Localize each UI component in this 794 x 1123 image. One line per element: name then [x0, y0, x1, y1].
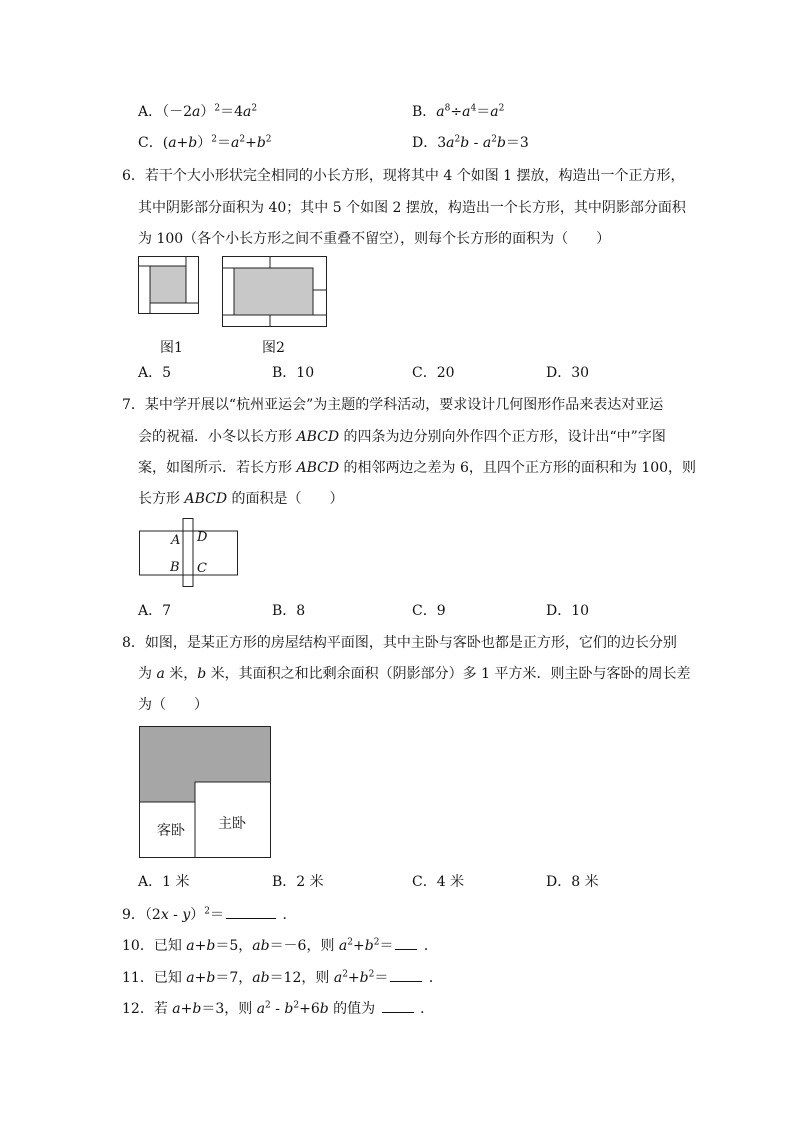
q5-option-d: D．$3a^2b - a^2b=3$	[412, 134, 529, 151]
q9-answer-blank[interactable]	[226, 904, 276, 919]
q7-option-c: C．9	[412, 603, 446, 619]
q6-figure-1	[138, 256, 200, 316]
q7-text-line4: 长方形 ABCD 的面积是（ ）	[138, 491, 344, 507]
q8-option-c: C．4 米	[412, 874, 465, 890]
q7-label-b: B	[170, 560, 180, 575]
q5-option-a: A．$(-2a)^2=4a^2$	[138, 103, 258, 120]
q8-room-guest: 客卧	[157, 823, 185, 839]
q6-option-c: C．20	[412, 365, 455, 381]
q8-text-line3: 为（ ）	[138, 697, 208, 713]
q6-text-line3: 为 100（各个小长方形之间不重叠不留空），则每个长方形的面积为（ ）	[138, 231, 611, 247]
q7-label-d: D	[197, 530, 208, 545]
q6-text-line1: 6．若干个大小形状完全相同的小长方形，现将其中 4 个如图 1 摆放，构造出一个正方形，	[122, 168, 685, 184]
q7-text-line3: 案，如图所示．若长方形 ABCD 的相邻两边之差为 6，且四个正方形的面积和为 100，则	[138, 460, 697, 476]
q7-figure	[139, 518, 239, 588]
q6-fig2-label: 图2	[262, 340, 285, 356]
q6-fig1-label: 图1	[160, 340, 183, 356]
q12-answer-blank[interactable]	[382, 998, 414, 1013]
q10-text: 10．已知 a+b＝5，ab＝－6，则 $a^2+b^2=$ ．	[122, 935, 438, 956]
q6-figure-2	[222, 256, 328, 328]
q7-label-c: C	[197, 561, 207, 576]
q12-text: 12．若 a+b＝3，则 $a^2 - b^2+6b$ 的值为 ．	[122, 998, 434, 1019]
q8-room-master: 主卧	[218, 816, 246, 832]
q9-text: 9．（2x - y）$^2$＝ ．	[122, 904, 296, 925]
q7-text-line2: 会的祝福．小冬以长方形 ABCD 的四条为边分别向外作四个正方形，设计出“中”字图	[138, 429, 666, 445]
q7-option-d: D．10	[546, 603, 590, 619]
q8-text-line1: 8．如图，是某正方形的房屋结构平面图，其中主卧与客卧也都是正方形，它们的边长分别	[122, 635, 677, 651]
q8-option-a: A．1 米	[138, 874, 190, 890]
q7-text-line1: 7．某中学开展以“杭州亚运会”为主题的学科活动，要求设计几何图形作品来表达对亚运	[122, 397, 664, 413]
q6-text-line2: 其中阴影部分面积为 40；其中 5 个如图 2 摆放，构造出一个长方形，其中阴影部分面积	[138, 200, 686, 216]
q11-answer-blank[interactable]	[390, 967, 422, 982]
q11-text: 11．已知 a+b＝7，ab＝12，则 $a^2+b^2=$ ．	[122, 967, 443, 988]
q6-option-d: D．30	[546, 365, 590, 381]
q8-option-d: D．8 米	[546, 874, 599, 890]
q6-option-b: B．10	[272, 365, 315, 381]
q10-answer-blank[interactable]	[395, 935, 417, 950]
q7-option-b: B．8	[272, 603, 306, 619]
q8-text-line2: 为 a 米，b 米，其面积之和比剩余面积（阴影部分）多 1 平方米．则主卧与客卧的周长差	[138, 666, 691, 682]
q6-option-a: A．5	[138, 365, 172, 381]
q5-option-b: B．$a^8\div a^4=a^2$	[412, 103, 505, 120]
q7-option-a: A．7	[138, 603, 172, 619]
q8-option-b: B．2 米	[272, 874, 324, 890]
q5-option-c: C．$(a+b)^2=a^2+b^2$	[138, 134, 272, 151]
q7-label-a: A	[171, 533, 181, 548]
